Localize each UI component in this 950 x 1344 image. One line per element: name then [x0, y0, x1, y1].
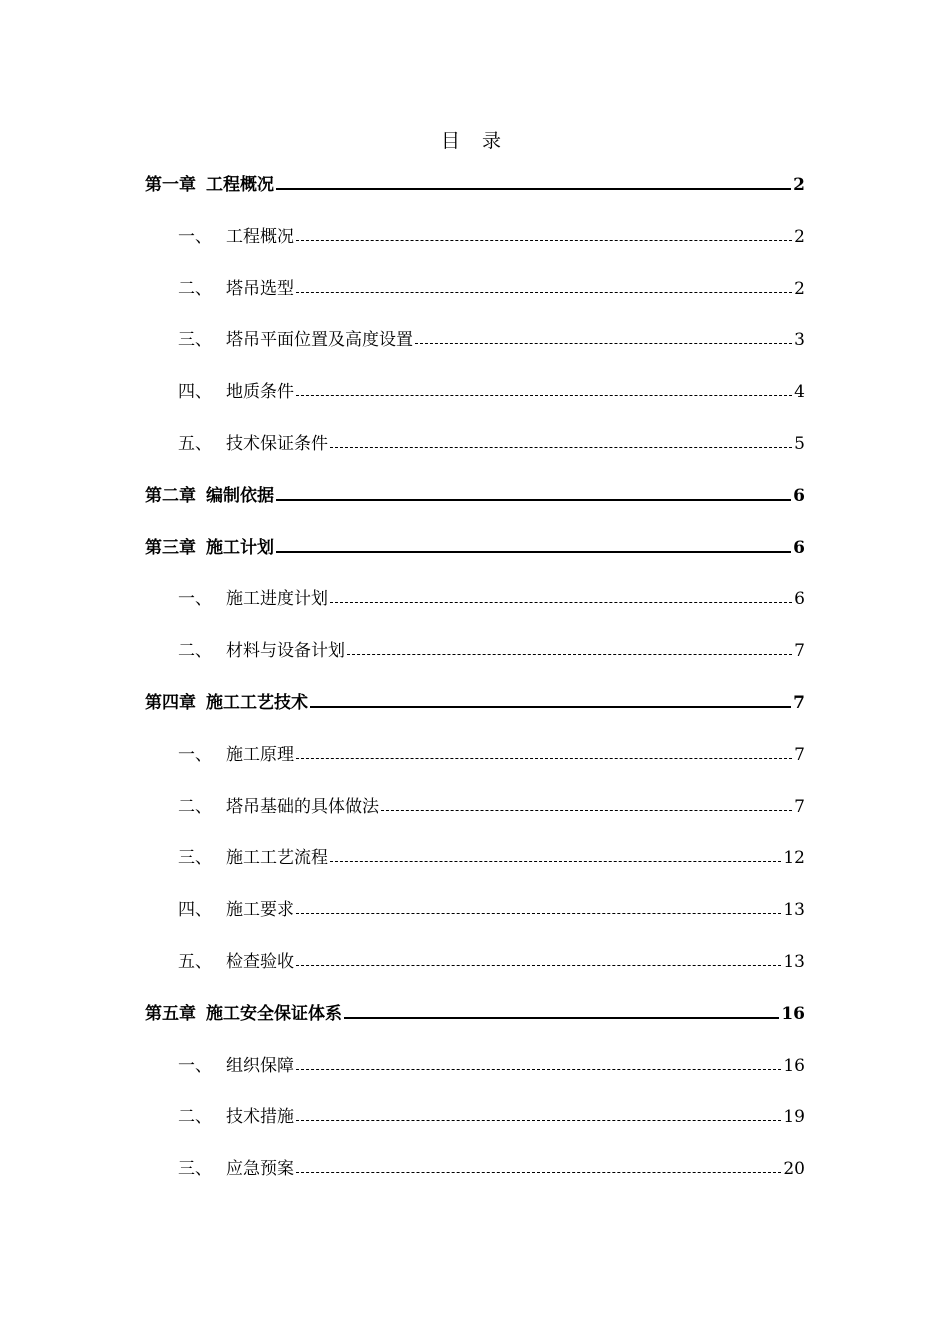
- toc-leader-line: [344, 1017, 779, 1019]
- toc-leader-line: [381, 810, 792, 811]
- toc-leader-line: [276, 551, 791, 553]
- toc-entry-label: 施工安全保证体系: [206, 1003, 342, 1024]
- toc-entry-label: 技术措施: [226, 1107, 294, 1128]
- toc-entry-label: 塔吊基础的具体做法: [226, 796, 379, 817]
- toc-entry-number: 二、: [178, 278, 212, 299]
- toc-entry-number: 第四章: [145, 693, 196, 713]
- toc-section-row[interactable]: [0, 311, 950, 351]
- toc-entry-number: 二、: [178, 1107, 212, 1128]
- toc-entry-label: 施工要求: [226, 900, 294, 921]
- toc-section-row[interactable]: [0, 1037, 950, 1077]
- toc-entry-number: 四、: [178, 900, 212, 921]
- toc-section-row[interactable]: [0, 260, 950, 300]
- toc-chapter-row[interactable]: [0, 985, 950, 1025]
- toc-entry-number: 第二章: [145, 485, 196, 506]
- toc-chapter-row[interactable]: [0, 674, 950, 714]
- toc-leader-line: [415, 343, 792, 344]
- toc-entry-number: 二、: [178, 796, 212, 817]
- toc-entry-page-number: 6: [793, 537, 805, 558]
- toc-leader-line: [330, 447, 792, 448]
- toc-entry-number: 一、: [178, 744, 212, 765]
- toc-entry-number: 三、: [178, 848, 212, 869]
- toc-chapter-row[interactable]: [0, 519, 950, 559]
- toc-entry-page-number: 13: [783, 900, 805, 921]
- toc-leader-line: [310, 706, 791, 708]
- toc-leader-line: [330, 602, 792, 603]
- toc-leader-line: [296, 1120, 781, 1121]
- toc-entry-number: 五、: [178, 952, 212, 972]
- toc-entry-page-number: 16: [781, 1003, 805, 1024]
- toc-entry-label: 工程概况: [206, 175, 274, 195]
- toc-entry-label: 地质条件: [226, 382, 294, 403]
- toc-leader-line: [296, 1172, 781, 1173]
- toc-section-row[interactable]: [0, 363, 950, 403]
- toc-entry-page-number: 7: [794, 796, 805, 817]
- toc-entry-page-number: 12: [783, 848, 805, 869]
- toc-entry-label: 技术保证条件: [226, 434, 328, 454]
- toc-entry-number: 第五章: [145, 1003, 196, 1024]
- toc-entry-page-number: 5: [794, 434, 805, 454]
- toc-entry-label: 施工工艺技术: [206, 693, 308, 713]
- toc-entry-label: 工程概况: [226, 226, 294, 247]
- toc-chapter-row[interactable]: [0, 467, 950, 507]
- toc-entry-label: 组织保障: [226, 1055, 294, 1076]
- toc-section-row[interactable]: [0, 208, 950, 248]
- toc-entry-page-number: 7: [793, 693, 805, 713]
- toc-section-row[interactable]: [0, 570, 950, 610]
- toc-entry-label: 检查验收: [226, 952, 294, 972]
- toc-chapter-row[interactable]: [0, 156, 950, 196]
- toc-leader-line: [347, 654, 792, 655]
- toc-entry-page-number: 6: [793, 485, 805, 506]
- toc-entry-number: 三、: [178, 330, 212, 351]
- toc-entry-label: 应急预案: [226, 1159, 294, 1180]
- toc-entry-page-number: 2: [794, 278, 805, 299]
- toc-leader-line: [296, 1069, 781, 1070]
- toc-entry-label: 材料与设备计划: [226, 641, 345, 662]
- toc-section-row[interactable]: [0, 1140, 950, 1180]
- toc-entry-number: 三、: [178, 1159, 212, 1180]
- toc-leader-line: [296, 965, 781, 966]
- toc-entry-label: 编制依据: [206, 485, 274, 506]
- toc-entry-label: 施工进度计划: [226, 589, 328, 610]
- toc-entry-number: 二、: [178, 641, 212, 662]
- toc-leader-line: [296, 758, 792, 759]
- toc-section-row[interactable]: [0, 881, 950, 921]
- toc-leader-line: [296, 292, 792, 293]
- toc-entry-label: 塔吊选型: [226, 278, 294, 299]
- toc-entry-number: 第三章: [145, 537, 196, 558]
- toc-entry-number: 第一章: [145, 175, 196, 195]
- toc-leader-line: [330, 861, 781, 862]
- toc-section-row[interactable]: [0, 829, 950, 869]
- toc-entry-label: 塔吊平面位置及高度设置: [226, 330, 413, 351]
- toc-entry-number: 一、: [178, 589, 212, 610]
- toc-leader-line: [296, 913, 781, 914]
- toc-entry-page-number: 4: [794, 382, 805, 403]
- toc-title: 目 录: [440, 130, 510, 152]
- toc-leader-line: [296, 240, 792, 241]
- toc-entry-number: 五、: [178, 434, 212, 454]
- toc-section-row[interactable]: [0, 415, 950, 455]
- toc-leader-line: [296, 395, 792, 396]
- toc-entry-label: 施工计划: [206, 537, 274, 558]
- toc-entry-number: 四、: [178, 382, 212, 403]
- toc-section-row[interactable]: [0, 933, 950, 973]
- toc-section-row[interactable]: [0, 622, 950, 662]
- toc-section-row[interactable]: [0, 726, 950, 766]
- toc-entry-page-number: 6: [794, 589, 805, 610]
- toc-entry-page-number: 7: [794, 744, 805, 765]
- toc-section-row[interactable]: [0, 778, 950, 818]
- toc-entry-label: 施工原理: [226, 744, 294, 765]
- toc-entry-page-number: 16: [783, 1055, 805, 1076]
- toc-entry-number: 一、: [178, 1055, 212, 1076]
- toc-entry-page-number: 13: [783, 952, 805, 972]
- toc-entry-page-number: 2: [794, 226, 805, 247]
- toc-leader-line: [276, 188, 791, 190]
- toc-entry-page-number: 19: [783, 1107, 805, 1128]
- toc-entry-page-number: 3: [794, 330, 805, 351]
- toc-entry-page-number: 20: [783, 1159, 805, 1180]
- toc-entry-label: 施工工艺流程: [226, 848, 328, 869]
- toc-leader-line: [276, 499, 791, 501]
- toc-section-row[interactable]: [0, 1088, 950, 1128]
- toc-entry-page-number: 7: [794, 641, 805, 662]
- toc-entry-page-number: 2: [793, 175, 805, 195]
- toc-entry-number: 一、: [178, 226, 212, 247]
